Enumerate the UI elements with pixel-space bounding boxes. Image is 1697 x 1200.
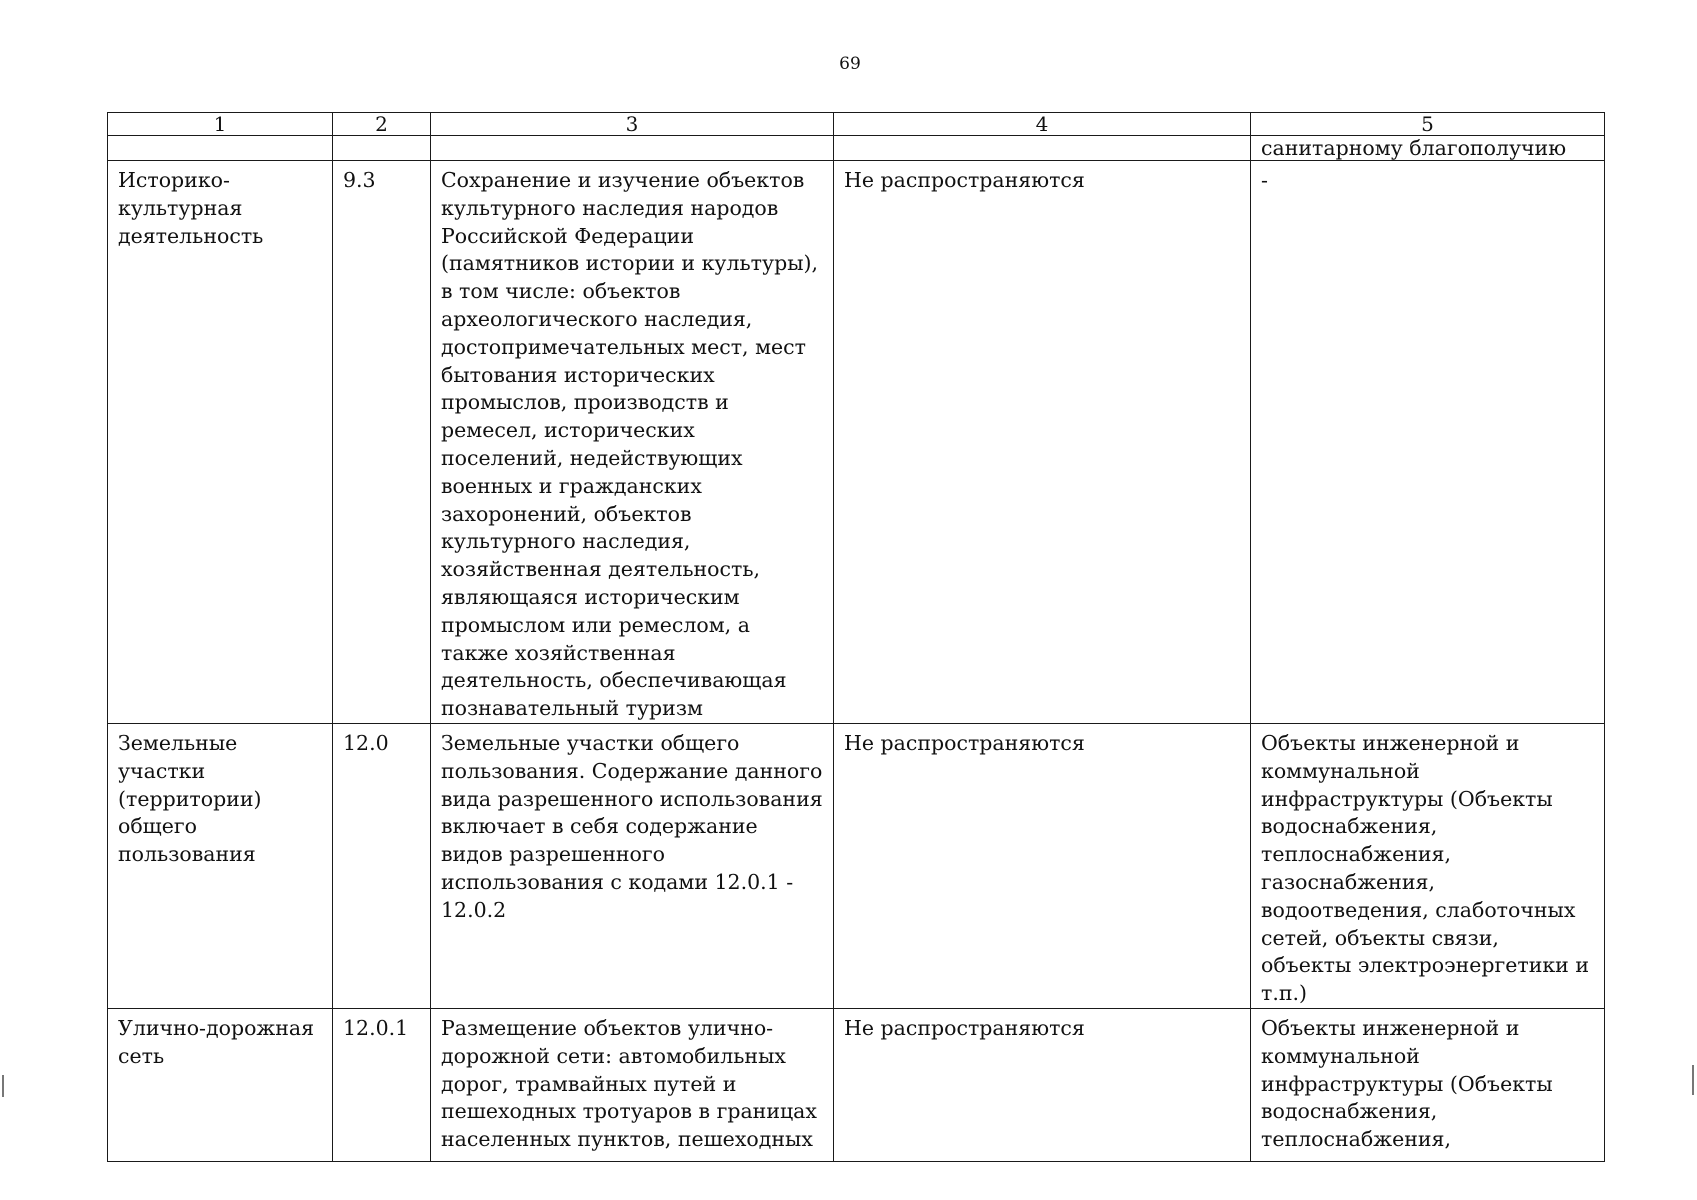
cell-code: 9.3 [333,161,431,724]
continuation-cell-2 [333,136,431,161]
cell-description: Сохранение и изучение объектов культурного наследия народов Российской Федерации (памятников истории и культуры), в том числе: объектов археологического наследия, достопримечательных мест, мест бытования исторических промыслов, производств и ремесел, исторических поселений, недействующих военных и гражданских захоронений, объектов культурного наследия, хозяйственная деятельность, являющаяся историческим промыслом или ремеслом, а также хозяйственная деятельность, обеспечивающая познавательный туризм [431,161,834,724]
scan-edge-mark-left [2,1075,4,1097]
table-row [108,161,1605,724]
table-row [108,723,1605,1008]
table-header-row [108,113,1605,136]
cell-objects: - [1251,161,1605,724]
cell-code: 12.0.1 [333,1008,431,1161]
cell-restrictions: Не распространяются [834,161,1251,724]
page-number: 69 [839,54,861,74]
header-col-3: 3 [431,113,834,136]
header-col-4: 4 [834,113,1251,136]
cell-name: Земельные участки (территории) общего пользования [108,723,333,1008]
table-row [108,1008,1605,1161]
continuation-cell-4 [834,136,1251,161]
header-col-2: 2 [333,113,431,136]
continuation-cell-1 [108,136,333,161]
header-col-1: 1 [108,113,333,136]
continuation-cell-3 [431,136,834,161]
cell-description: Земельные участки общего пользования. Содержание данного вида разрешенного использования включает в себя содержание видов разрешенного использования с кодами 12.0.1 - 12.0.2 [431,723,834,1008]
continuation-row [108,136,1605,161]
continuation-cell-5: санитарному благополучию [1251,136,1605,161]
cell-restrictions: Не распространяются [834,1008,1251,1161]
header-col-5: 5 [1251,113,1605,136]
cell-restrictions: Не распространяются [834,723,1251,1008]
cell-objects: Объекты инженерной и коммунальной инфраструктуры (Объекты водоснабжения, теплоснабжения, [1251,1008,1605,1161]
cell-objects: Объекты инженерной и коммунальной инфраструктуры (Объекты водоснабжения, теплоснабжения, газоснабжения, водоотведения, слаботочных сетей, объекты связи, объекты электроэнергетики и т.п.) [1251,723,1605,1008]
cell-code: 12.0 [333,723,431,1008]
document-table [107,112,1605,1162]
cell-name: Улично-дорожная сеть [108,1008,333,1161]
cell-description: Размещение объектов улично-дорожной сети: автомобильных дорог, трамвайных путей и пешеходных тротуаров в границах населенных пунктов, пешеходных [431,1008,834,1161]
cell-name: Историко-культурная деятельность [108,161,333,724]
scan-edge-mark-right [1692,1065,1694,1095]
